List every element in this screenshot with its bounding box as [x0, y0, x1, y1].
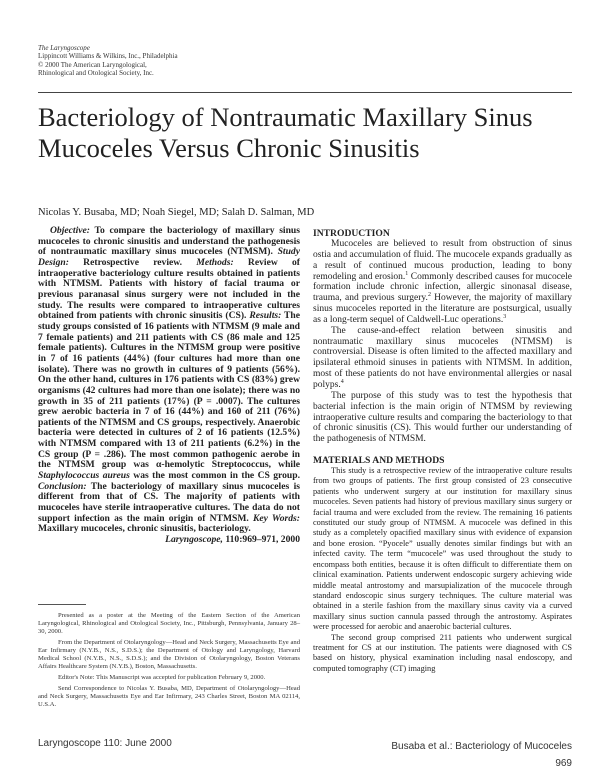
footnote: Send Correspondence to Nicolas Y. Busaba, MD, Department of Otolaryngology—Head and Neck Surgery, Massachusetts Eye and Ear Infirmary, 243 Charles Street, Boston MA 02114, U.S.A.: [38, 685, 300, 708]
abstract-text: Retrospective review.: [68, 256, 197, 268]
paragraph: The second group comprised 211 patients who underwent surgical treatment for CS at our institution. The patients were diagnosed with CS based on history, physical examination including nasal endoscopy, and computed tomography (CT) imaging: [313, 632, 572, 673]
abstract-label: Methods:: [196, 256, 234, 268]
paragraph: The purpose of this study was to test the hypothesis that bacterial infection is the main origin of NTMSM by reviewing intraoperative culture results and comparing the bacteriology to that of chronic sinusitis (CS). This would further our understanding of the pathogenesis of NTMSM.: [313, 390, 572, 445]
text: Commonly described causes for mucocele formation include chronic infection, allergic sinonasal disease, trauma, and previous surgery.: [313, 271, 573, 304]
citation-journal: Laryngoscope,: [165, 534, 223, 546]
abstract-label: Results:: [249, 310, 282, 322]
section-heading: INTRODUCTION: [313, 228, 390, 239]
copyright-line: Rhinological and Otological Society, Inc.: [38, 68, 154, 77]
paragraph: [313, 239, 572, 326]
reference-link[interactable]: 2: [427, 292, 431, 299]
methods-section: [313, 455, 572, 674]
abstract-text: was the most common in the CS group.: [129, 470, 301, 482]
abstract-label: Objective:: [50, 225, 90, 236]
page-number: 969: [555, 758, 572, 769]
footer-running-title: [391, 738, 572, 772]
journal-name: The Laryngoscope: [38, 44, 90, 52]
article-title: Bacteriology of Nontraumatic Maxillary Sinus Mucoceles Versus Chronic Sinusitis: [38, 102, 533, 163]
text: The cause-and-effect relation between sinusitis and nontraumatic maxillary sinus mucoceles (NTMSM) is controversial. Disease is often limited to the affected maxillary and ipsilateral ethmoid sinuses in patients with NTMSM. In addition, most of these patients do not have environmental allergies or nasal polyps.: [313, 325, 572, 390]
abstract-text: The study groups consisted of 16 patients with NTMSM (9 male and 7 female patients) and 211 patients with CS (86 male and 125 female patients). Cultures in the NTMSM group were positive in 7 of 16 patients (44%) (four cultures had more than one isolate). There was no growth in cultures of 9 patients (56%). On the other hand, cultures in 176 patients with CS (83%) grew organisms (42 cultures had more than one isolate); there was no growth in 35 of 211 patients (17%) (P = .0007). The cultures grew aerobic bacteria in 7 of 16 (44%) and 160 of 211 (76%) patients of the NTMSM and CS groups, respectively. Anaerobic bacteria were detected in cultures of 2 of 16 patients (12.5%) with NTMSM compared with 13 of 211 patients (6.2%) in the CS group (P = .286). The most common pathogenic aerobe in the NTMSM group was α-hemolytic Streptococcus, while: [38, 310, 300, 471]
abstract-text: The bacteriology of maxillary sinus mucoceles is different from that of CS. The majority of patients with mucoceles have sterile intraoperative cultures. The data do not support infection as the main origin of NTMSM.: [38, 480, 300, 524]
copyright-line: © 2000 The American Laryngological,: [38, 60, 147, 69]
right-column: [313, 228, 572, 674]
header-rule: [38, 92, 572, 93]
paragraph: This study is a retrospective review of the intraoperative culture results from two groups of patients. The first group consisted of 23 consecutive patients who underwent surgery at our institution for maxillary sinus mucoceles. Seven patients had history of previous maxillary sinus surgery or facial trauma and were excluded from the review. The remaining 16 patients constituted our study group of NTMSM. A mucocele was defined in this study as a completely opacified maxillary sinus with evidence of expansion and bone erosion. “Pyocele” usually denotes similar findings but with an infected cavity. The term “mucocele” was used throughout the study to encompass both entities, because it is often difficult to differentiate them on clinical examination. Patients underwent endoscopic surgery achieving wide middle meatal antrostomy and marsupialization of the mucocele through standard endoscopic sinus surgery techniques. The culture material was obtained in a sterile fashion from the maxillary sinus cavity via a curved maxillary sinus suction cannula passed through the antrostomy. Aspirates were processed for aerobic and anaerobic bacterial cultures.: [313, 466, 572, 632]
abstract-label: Study Design:: [38, 246, 300, 268]
citation: [38, 535, 300, 546]
footer-journal-issue: Laryngoscope 110: June 2000: [38, 738, 172, 749]
footnote-rule: [38, 604, 86, 605]
abstract-label: Key Words:: [252, 512, 300, 524]
text: However, the majority of maxillary sinus mucoceles reported in the literature are postsurgical, usually as a long-term sequel of Caldwell-Luc operations.: [313, 293, 572, 325]
introduction-section: [313, 228, 572, 445]
abstract-label: Conclusion:: [38, 480, 87, 492]
publisher: Lippincott Williams & Wilkins, Inc., Philadelphia: [38, 52, 178, 61]
abstract: [38, 226, 300, 535]
footnote: Presented as a poster at the Meeting of the Eastern Section of the American Laryngological, Rhinological and Otological Society, Inc., Pittsburgh, Pennsylvania, January 28–30, 2000.: [38, 612, 300, 635]
section-heading: MATERIALS AND METHODS: [313, 455, 445, 467]
reference-link[interactable]: 1: [405, 270, 409, 277]
abstract-text: Review of intraoperative bacteriology culture results obtained in patients with NTMSM. Patients with history of facial trauma or previous paranasal sinus surgery were not included in the study. The results were compared to intraoperative cultures obtained from patients with chronic sinusitis (CS).: [38, 256, 301, 322]
footnote: Editor's Note: This Manuscript was accepted for publication February 9, 2000.: [58, 674, 266, 681]
paragraph: [313, 326, 572, 391]
footnotes: [38, 612, 300, 712]
running-title: Busaba et al.: Bacteriology of Mucoceles: [391, 741, 572, 752]
abstract-text: To compare the bacteriology of maxillary sinus mucoceles to chronic sinusitis and understand the pathogenesis of nontraumatic maxillary sinus mucoceles (NTMSM).: [38, 225, 300, 258]
author-list: Nicolas Y. Busaba, MD; Noah Siegel, MD; Salah D. Salman, MD: [38, 207, 315, 218]
citation-ref: 110:969–971, 2000: [222, 534, 300, 546]
reference-link[interactable]: 3: [503, 313, 507, 320]
organism-name: Staphylococcus aureus: [38, 470, 130, 482]
text: Mucoceles are believed to result from obstruction of sinus ostia and accumulation of fluid. The mucocele expands gradually as a result of continued mucous production, leading to bony remodeling and erosion.: [313, 239, 572, 282]
abstract-text: Maxillary mucoceles, chronic sinusitis, bacteriology.: [38, 523, 251, 535]
journal-masthead: [38, 44, 178, 77]
left-column: [38, 226, 300, 546]
footnote: From the Department of Otolaryngology—Head and Neck Surgery, Massachusetts Eye and Ear Infirmary (N.Y.B., N.S., S.D.S.); the Department of Otology and Laryngology, Harvard Medical School (N.Y.B., N.S., S.D.S.); and the Division of Otolaryngology, Boston Veterans Affairs Healthcare System (N.Y.B.), Boston, Massachusetts.: [38, 639, 300, 670]
reference-link[interactable]: 4: [340, 378, 344, 385]
